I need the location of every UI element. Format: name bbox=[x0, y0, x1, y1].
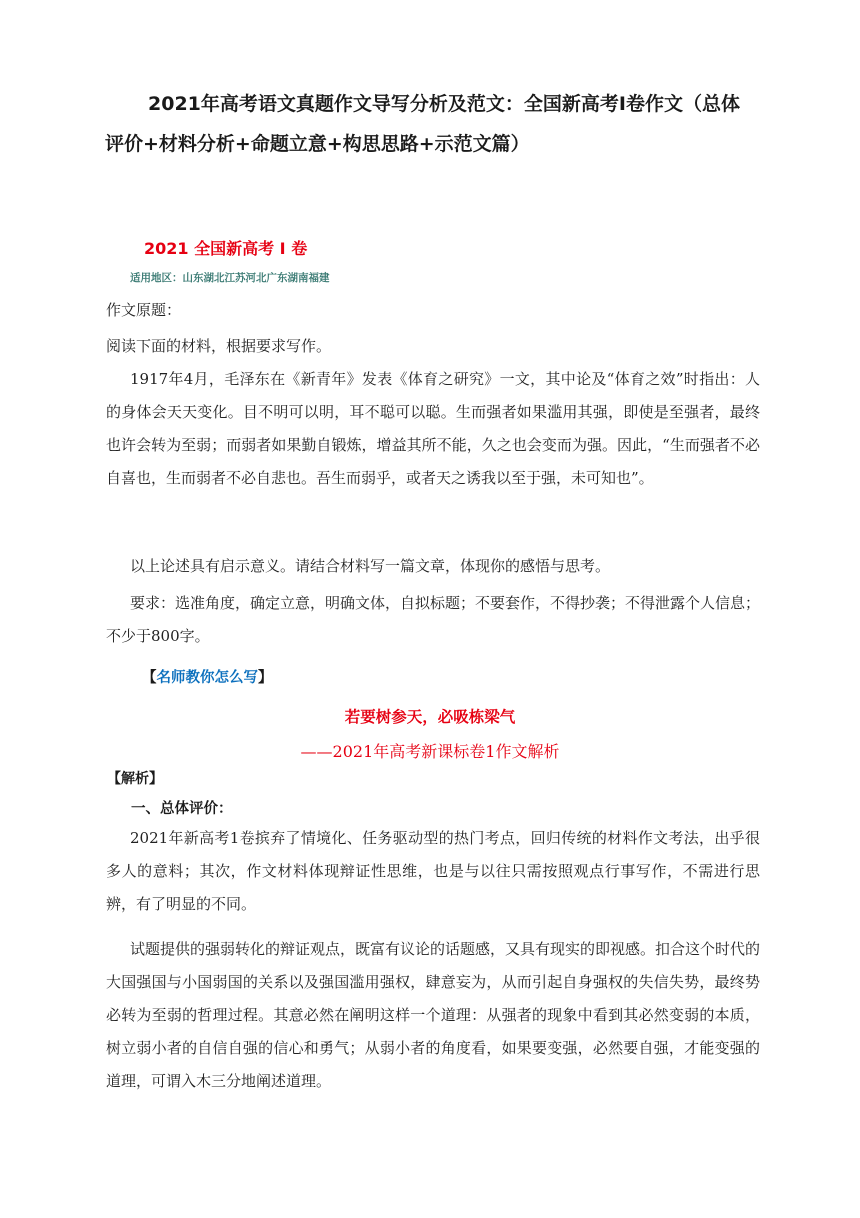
region-item: 河北 bbox=[245, 272, 267, 284]
region-item: 湖北 bbox=[203, 272, 225, 284]
prompt-heading: 作文原题： bbox=[106, 301, 182, 319]
applicable-regions bbox=[130, 270, 330, 285]
material-paragraph: 1917年4月，毛泽东在《新青年》发表《体育之研究》一文，其中论及“体育之效”时指出：人的身体会天天变化。目不明可以明，耳不聪可以聪。生而强者如果滥用其强，即使是至强者，最终也许会转为至弱；而弱者如果勤自锻炼，增益其所不能，久之也会变而为强。因此，“生而强者不必自喜也，生而弱者不必自悲也。吾生而弱乎，或者天之诱我以至于强，未可知也”。 bbox=[106, 370, 760, 487]
region-item: 湖南 bbox=[287, 272, 309, 284]
section-title: 2021 全国新高考 Ⅰ 卷 bbox=[144, 239, 308, 258]
document-title: 2021年高考语文真题作文导写分析及范文：全国新高考Ⅰ卷作文（总体评价+材料分析+命题立意+构思思路+示范文篇） bbox=[105, 93, 740, 155]
region-item: 福建 bbox=[308, 272, 330, 284]
task-paragraph: 以上论述具有启示意义。请结合材料写一篇文章，体现你的感悟与思考。 bbox=[130, 557, 611, 575]
body-paragraph: 2021年新高考1卷摈弃了情境化、任务驱动型的热门考点，回归传统的材料作文考法，出乎很多人的意料；其次，作文材料体现辩证性思维，也是与以往只需按照观点行事写作，不需进行思辨，有了明显的不同。 bbox=[106, 829, 760, 913]
bracket-open: 【 bbox=[142, 670, 157, 686]
teacher-tip-text: 名师教你怎么写 bbox=[156, 670, 258, 686]
analysis-label: 【解析】 bbox=[107, 771, 163, 787]
overall-heading: 一、总体评价： bbox=[131, 801, 233, 817]
teacher-tip-heading bbox=[142, 666, 273, 687]
essay-subtitle: ——2021年高考新课标卷1作文解析 bbox=[300, 742, 560, 761]
prompt-instruction: 阅读下面的材料，根据要求写作。 bbox=[106, 337, 332, 355]
region-item: 江苏 bbox=[224, 272, 246, 284]
body-paragraph: 试题提供的强弱转化的辩证观点，既富有议论的话题感，又具有现实的即视感。扣合这个时代的大国强国与小国弱国的关系以及强国滥用强权，肆意妄为，从而引起自身强权的失信失势，最终势必转为至弱的哲理过程。其意必然在阐明这样一个道理：从强者的现象中看到其必然变弱的本质，树立弱小者的自信自强的信心和勇气；从弱小者的角度看，如果要变强，必然要自强，才能变强的道理，可谓入木三分地阐述道理。 bbox=[106, 940, 761, 1090]
requirements-paragraph: 要求：选准角度，确定立意，明确文体，自拟标题；不要套作，不得抄袭；不得泄露个人信息；不少于800字。 bbox=[106, 594, 761, 645]
essay-title: 若要树参天，必吸栋梁气 bbox=[344, 708, 516, 726]
region-item: 广东 bbox=[266, 272, 288, 284]
bracket-close: 】 bbox=[258, 670, 273, 686]
region-label: 适用地区： bbox=[130, 272, 183, 284]
region-item: 山东 bbox=[182, 272, 204, 284]
